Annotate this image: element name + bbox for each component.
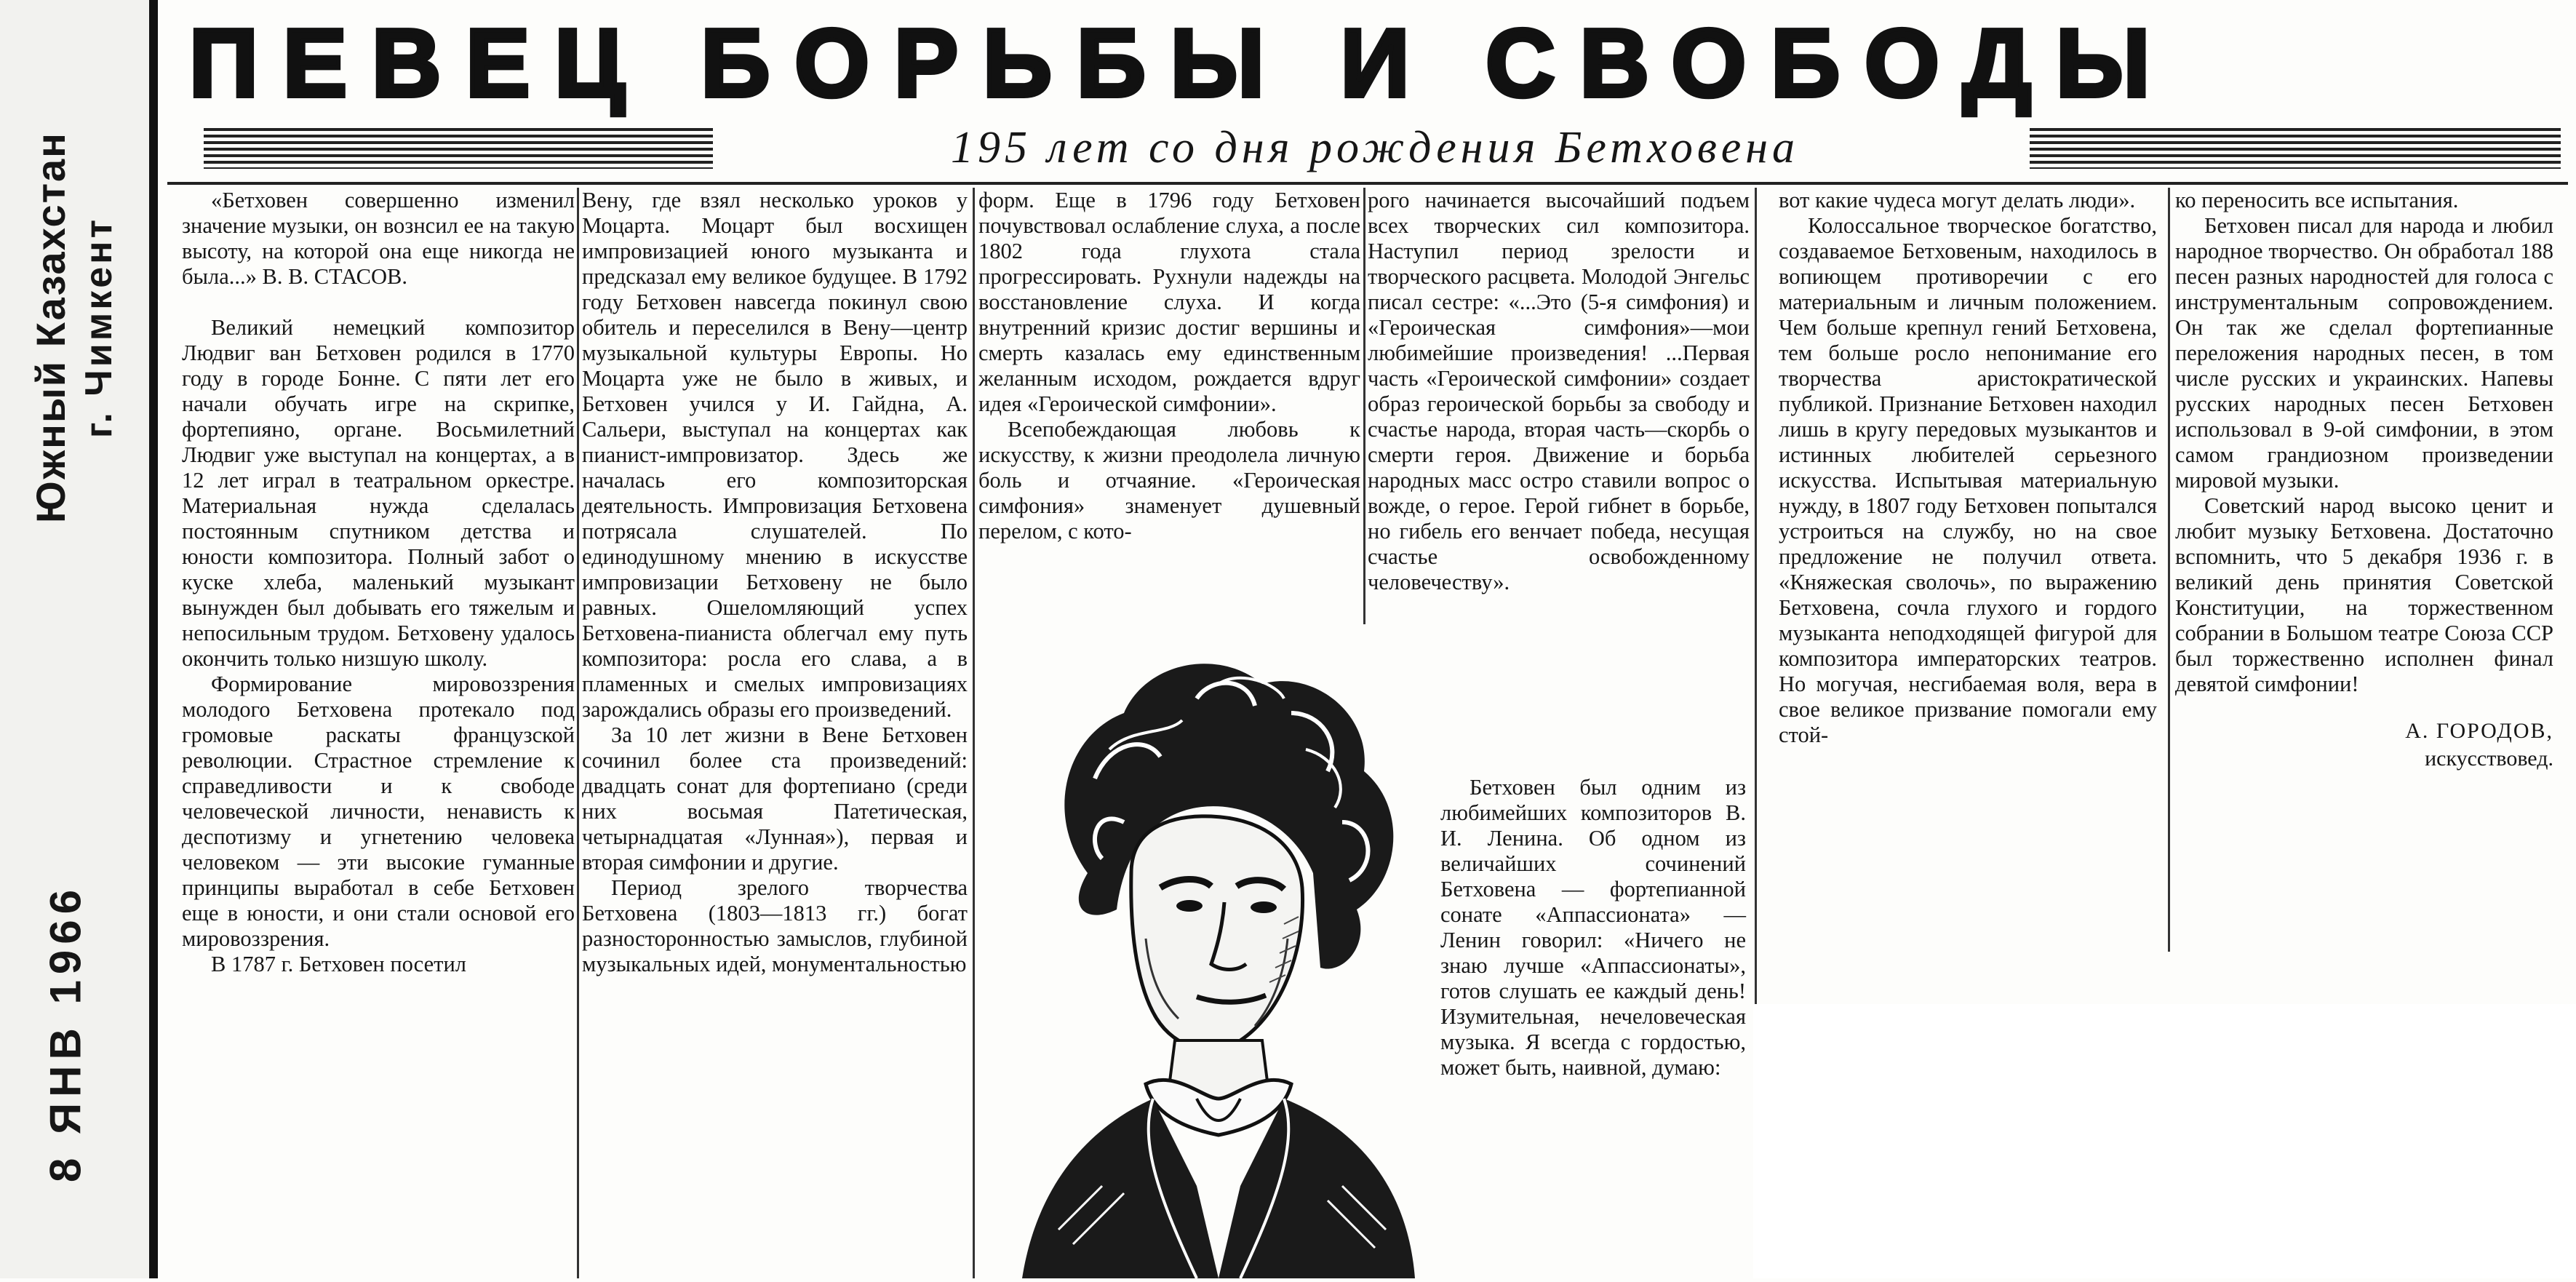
- author-signature: [2175, 717, 2553, 773]
- beethoven-portrait-icon: [978, 633, 1429, 1278]
- newspaper-stamp: [0, 0, 149, 728]
- stamp-city: г. Чимкент: [78, 216, 120, 439]
- paragraph: Колоссальное творческое богатство, создаваемое Бетховеным, находилось в вопиющем противоречии с его материальным и личным положением. Чем больше крепнул гений Бетховена, тем больше росло непонимание его творчества аристократической публикой. Признание Бетховен находил лишь в кругу передовых музыкантов и истинных любителей серьезного искусства. Испытывая материальную нужду, в 1807 году Бетховен попытался устроиться на службу, но на свое предложение не получил ответа. «Княжеская сволочь», по выражению Бетховена, сочла глухого и гордого музыканта неподходящей фигурой для композитора императорских театров. Но могучая, несгибаемая воля, вера в свое великое призвание помогали ему стой-: [1779, 213, 2157, 747]
- paragraph: форм. Еще в 1796 году Бетховен почувствовал ослабление слуха, а после 1802 года глухота стала прогрессировать. Рухнули надежды на восстановление слуха. И когда внутренний кризис достиг вершины и смерть казалась ему единственным желанным исходом, рождается вдруг идея «Героической симфонии».: [978, 188, 1360, 416]
- article-column-2: [582, 188, 968, 977]
- article-headline: ПЕВЕЦ БОРЬБЫ И СВОБОДЫ: [189, 9, 2175, 116]
- clipping-margin: [0, 0, 149, 1278]
- paragraph: ко переносить все испытания.: [2175, 188, 2459, 212]
- paragraph: Формирование мировоззрения молодого Бетховена протекало под громовые раскаты французской революции. Страстное стремление к справедливости и к свободе человеческой личности, ненависть к деспотизму и угнетению человека человеком — эти высокие гуманные принципы выработал в себе Бетховен еще в юности, и они стали основой его мировоззрения.: [182, 672, 575, 951]
- subtitle-rule-left: [204, 128, 713, 169]
- stamp-newspaper-name: Южный Казахстан: [28, 132, 73, 523]
- epigraph-author: В. В. СТАСОВ.: [262, 264, 408, 289]
- author-role: искусствовед.: [2425, 746, 2553, 771]
- paragraph: Вену, где взял несколько уроков у Моцарта. Моцарт был восхищен импровизацией юного музыканта и предсказал ему великое будущее. В 1792 году Бетховен навсегда покинул свою обитель и переселился в Вену—центр музыкальной культуры Европы. Но Моцарта уже не было в живых, и Бетховен учился у И. Гайдна, А. Сальери, выступал на концертах как пианист-импровизатор. Здесь же началась его композиторская деятельность. Импровизация Бетховена потрясала слушателей. По единодушному мнению в искусстве импровизации Бетховену не было равных. Ошеломляющий успех Бетховена-пианиста облегчал ему путь композитора: росла его слава, а в пламенных и смелых импровизациях зарождались образы его произведений.: [582, 188, 968, 722]
- paragraph: Великий немецкий композитор Людвиг ван Бетховен родился в 1770 году в городе Бонне. С пяти лет его начали обучать игре на скрипке, фортепияно, органе. Восьмилетний Людвиг уже выступал на концертах, а в 12 лет играл в театральном оркестре. Материальная нужда сделалась постоянным спутником детства и юности композитора. Полный забот о куске хлеба, маленький музыкант вынужден был добывать его тяжелым и непосильным трудом. Бетховену удалось окончить только низшую школу.: [182, 315, 575, 671]
- paragraph: Период зрелого творчества Бетховена (1803—1813 гг.) богат разносторонностью замыслов, глубиной музыкальных идей, монументальностью: [582, 875, 968, 976]
- date-stamp: [0, 859, 149, 1208]
- author-name: А. ГОРОДОВ,: [2405, 719, 2553, 743]
- article-column-7: [2175, 188, 2553, 773]
- column-rule: [2168, 188, 2170, 952]
- article-subtitle: 195 лет со дня рождения Бетховена: [950, 123, 1800, 172]
- paragraph: Всепобеждающая любовь к искусству, к жизни преодолела личную боль и отчаяние. «Героическая симфония» знаменует душевный перелом, с кото-: [978, 417, 1360, 544]
- epigraph: [182, 188, 575, 290]
- subtitle-rule-right: [2030, 128, 2561, 169]
- article-column-5: [1440, 775, 1746, 1080]
- subtitle-row: [189, 122, 2568, 173]
- paragraph: вот какие чудеса могут делать люди».: [1779, 188, 2136, 212]
- column-rule: [1363, 188, 1365, 624]
- header-divider: [167, 182, 2568, 185]
- column-rule: [973, 188, 975, 1278]
- article-column-1: [182, 188, 575, 977]
- epigraph-quote: «Бетховен совершенно изменил значение музыки, он вознсил ее на такую высоту, на которой она еще никогда не была...»: [182, 188, 575, 289]
- paragraph: В 1787 г. Бетховен посетил: [211, 952, 466, 976]
- paragraph: За 10 лет жизни в Вене Бетховен сочинил более ста произведений: двадцать сонат для фортепиано (среди них восьмая Патетическая, четырнадцатая «Лунная»), первая и вторая симфонии и другие.: [582, 722, 968, 875]
- article-column-3: [978, 188, 1360, 544]
- stamp-date: 8 ЯНВ 1966: [41, 884, 90, 1182]
- paragraph: Бетховен был одним из любимейших композиторов В. И. Ленина. Об одном из величайших сочинений Бетховена — фортепианной сонате «Аппассионата» — Ленин говорил: «Ничего не знаю лучше «Аппассионаты», готов слушать ее каждый день! Изумительная, нечеловеческая музыка. Я всегда с гордостью, может быть, наивной, думаю:: [1440, 775, 1746, 1080]
- blank-paper-area: [1753, 1004, 2576, 1278]
- clipping-left-border: [149, 0, 158, 1278]
- column-rule: [577, 188, 579, 1278]
- article-column-6: [1779, 188, 2157, 748]
- paragraph: Бетховен писал для народа и любил народное творчество. Он обработал 188 песен разных народностей для голоса с инструментальным сопровождением. Он так же сделал фортепианные переложения народных песен, в том числе русских и украинских. Напевы русских народных песен Бетховен использовал в 9-ой симфонии, в этом самом грандиозном произведении мировой музыки.: [2175, 213, 2553, 493]
- paragraph: рого начинается высочайший подъем всех творческих сил композитора. Наступил период зрелости и творческого расцвета. Молодой Энгельс писал сестре: «...Это (5-я симфония) и «Героическая симфония»—мои любимейшие произведения! ...Первая часть «Героической симфонии» создает образ героической борьбы за свободу и счастье народа, вторая часть—скорбь о смерти героя. Движение и борьба народных масс остро ставили вопрос о вожде, о герое. Герой гибнет в борьбе, но гибель его венчает победа, несущая счастье освобожденному человечеству».: [1368, 188, 1750, 594]
- paragraph: Советский народ высоко ценит и любит музыку Бетховена. Достаточно вспомнить, что 5 декабря 1936 г. в великий день принятия Советской Конституции, на торжественном собрании в Большом театре Союза ССР был торжественно исполнен финал девятой симфонии!: [2175, 493, 2553, 696]
- article-column-4: [1368, 188, 1750, 595]
